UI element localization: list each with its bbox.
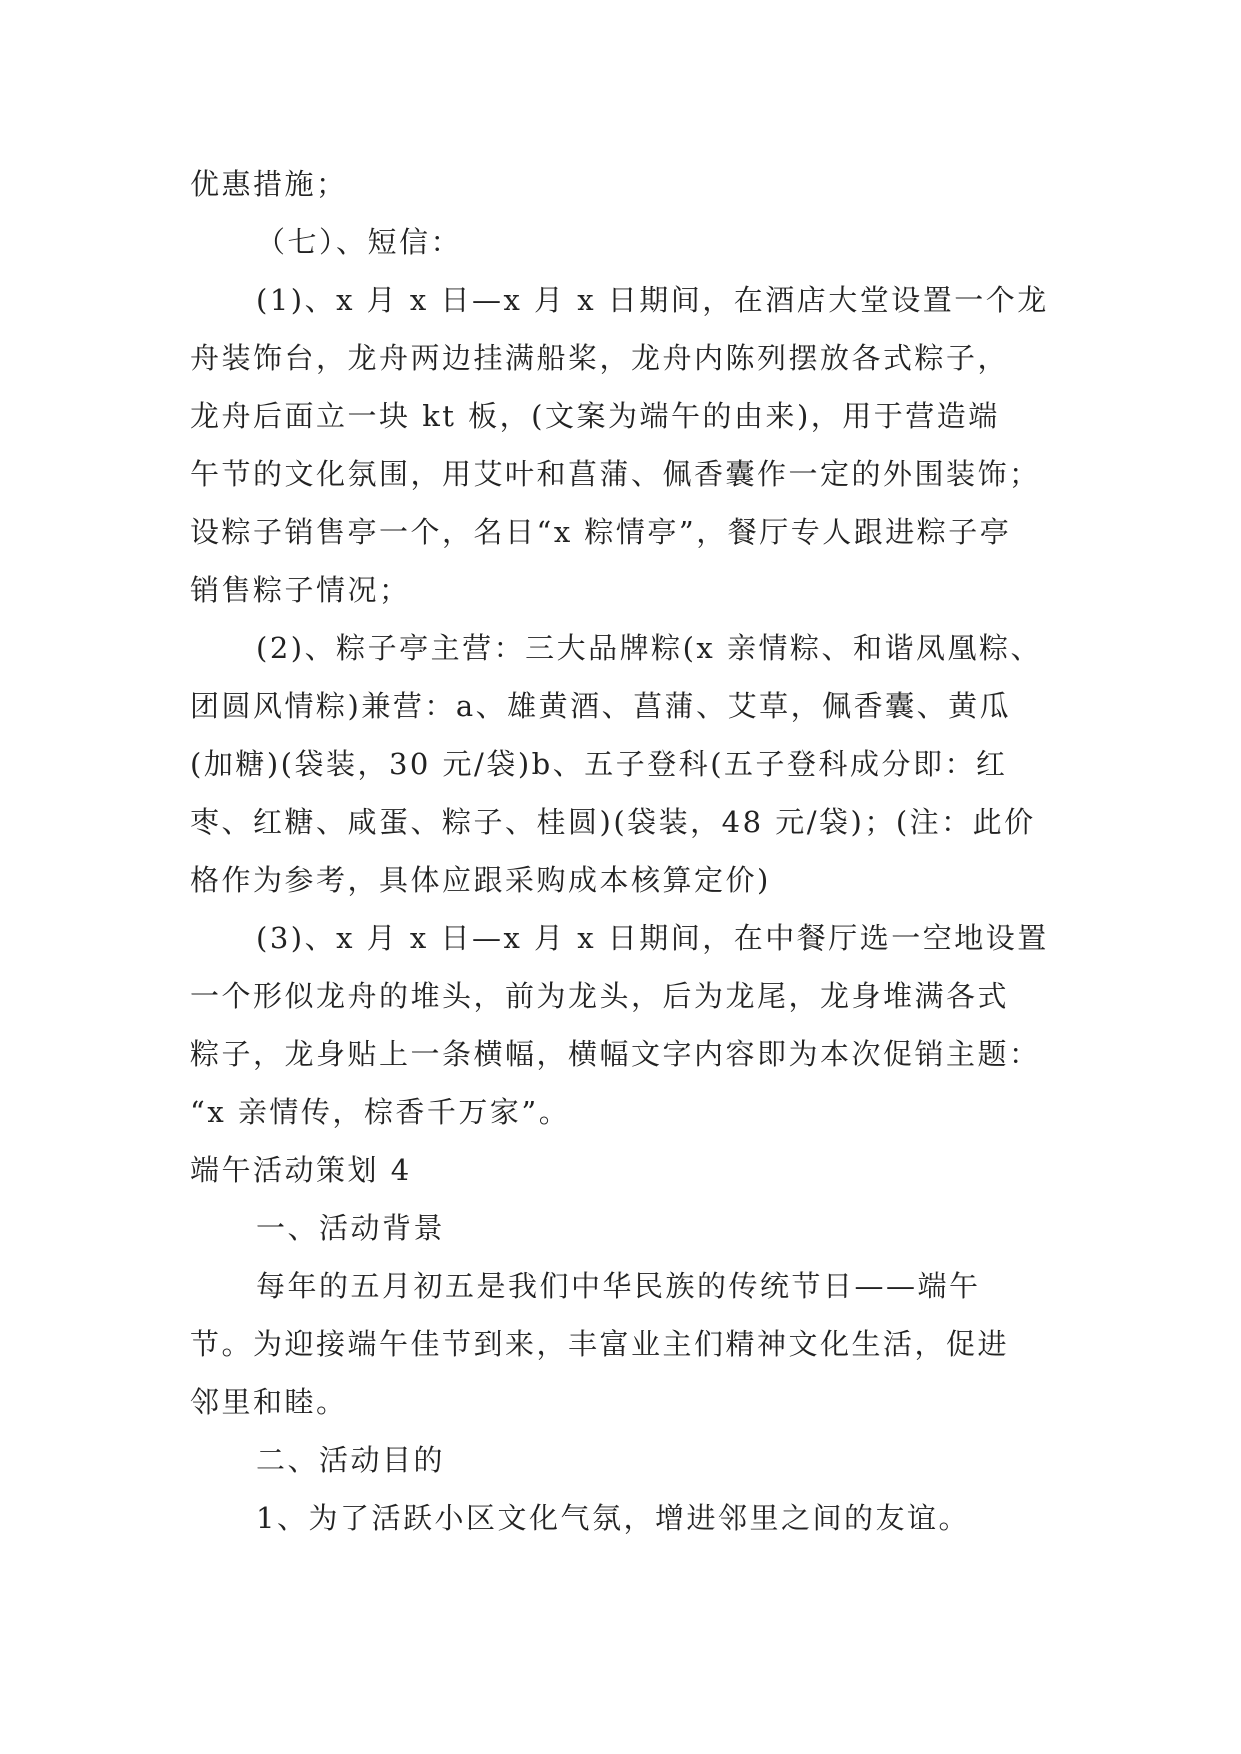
text-line: (2)、粽子亭主营：三大品牌粽(x 亲情粽、和谐凤凰粽、	[256, 631, 1042, 665]
text-line: 枣、红糖、咸蛋、粽子、桂圆)(袋装，48 元/袋)；(注：此价	[190, 805, 1036, 839]
text-line: (1)、x 月 x 日—x 月 x 日期间，在酒店大堂设置一个龙	[256, 283, 1049, 317]
text-line: 舟装饰台，龙舟两边挂满船桨，龙舟内陈列摆放各式粽子，	[190, 341, 1010, 375]
section-heading: 一、活动背景	[256, 1211, 446, 1245]
text-line: 每年的五月初五是我们中华民族的传统节日——端午	[256, 1269, 981, 1303]
text-line: 粽子，龙身贴上一条横幅，横幅文字内容即为本次促销主题：	[190, 1037, 1041, 1071]
text-line: 节。为迎接端午佳节到来，丰富业主们精神文化生活，促进	[190, 1327, 1010, 1361]
text-line: 1、为了活跃小区文化气氛，增进邻里之间的友谊。	[256, 1501, 970, 1535]
text-line: 设粽子销售亭一个，名日“x 粽情亭”，餐厅专人跟进粽子亭	[190, 515, 1012, 549]
section-heading: 二、活动目的	[256, 1443, 446, 1477]
text-line: 一个形似龙舟的堆头，前为龙头，后为龙尾，龙身堆满各式	[190, 979, 1010, 1013]
text-line: (加糖)(袋装，30 元/袋)b、五子登科(五子登科成分即：红	[190, 747, 1008, 781]
section-heading: （七）、短信：	[256, 225, 463, 259]
text-line: 邻里和睦。	[190, 1385, 348, 1419]
text-line: 团圆风情粽)兼营：a、雄黄酒、菖蒲、艾草，佩香囊、黄瓜	[190, 689, 1012, 723]
document-body	[190, 155, 1060, 1547]
text-line: 优惠措施；	[190, 167, 348, 201]
text-line: “x 亲情传，棕香千万家”。	[190, 1095, 571, 1129]
text-line: 龙舟后面立一块 kt 板，(文案为端午的由来)，用于营造端	[190, 399, 1000, 433]
text-line: 销售粽子情况；	[190, 573, 411, 607]
text-line: (3)、x 月 x 日—x 月 x 日期间，在中餐厅选一空地设置	[256, 921, 1049, 955]
text-line: 格作为参考，具体应跟采购成本核算定价)	[190, 863, 771, 897]
document-title: 端午活动策划 4	[190, 1153, 412, 1187]
text-line: 午节的文化氛围，用艾叶和菖蒲、佩香囊作一定的外围装饰；	[190, 457, 1041, 491]
